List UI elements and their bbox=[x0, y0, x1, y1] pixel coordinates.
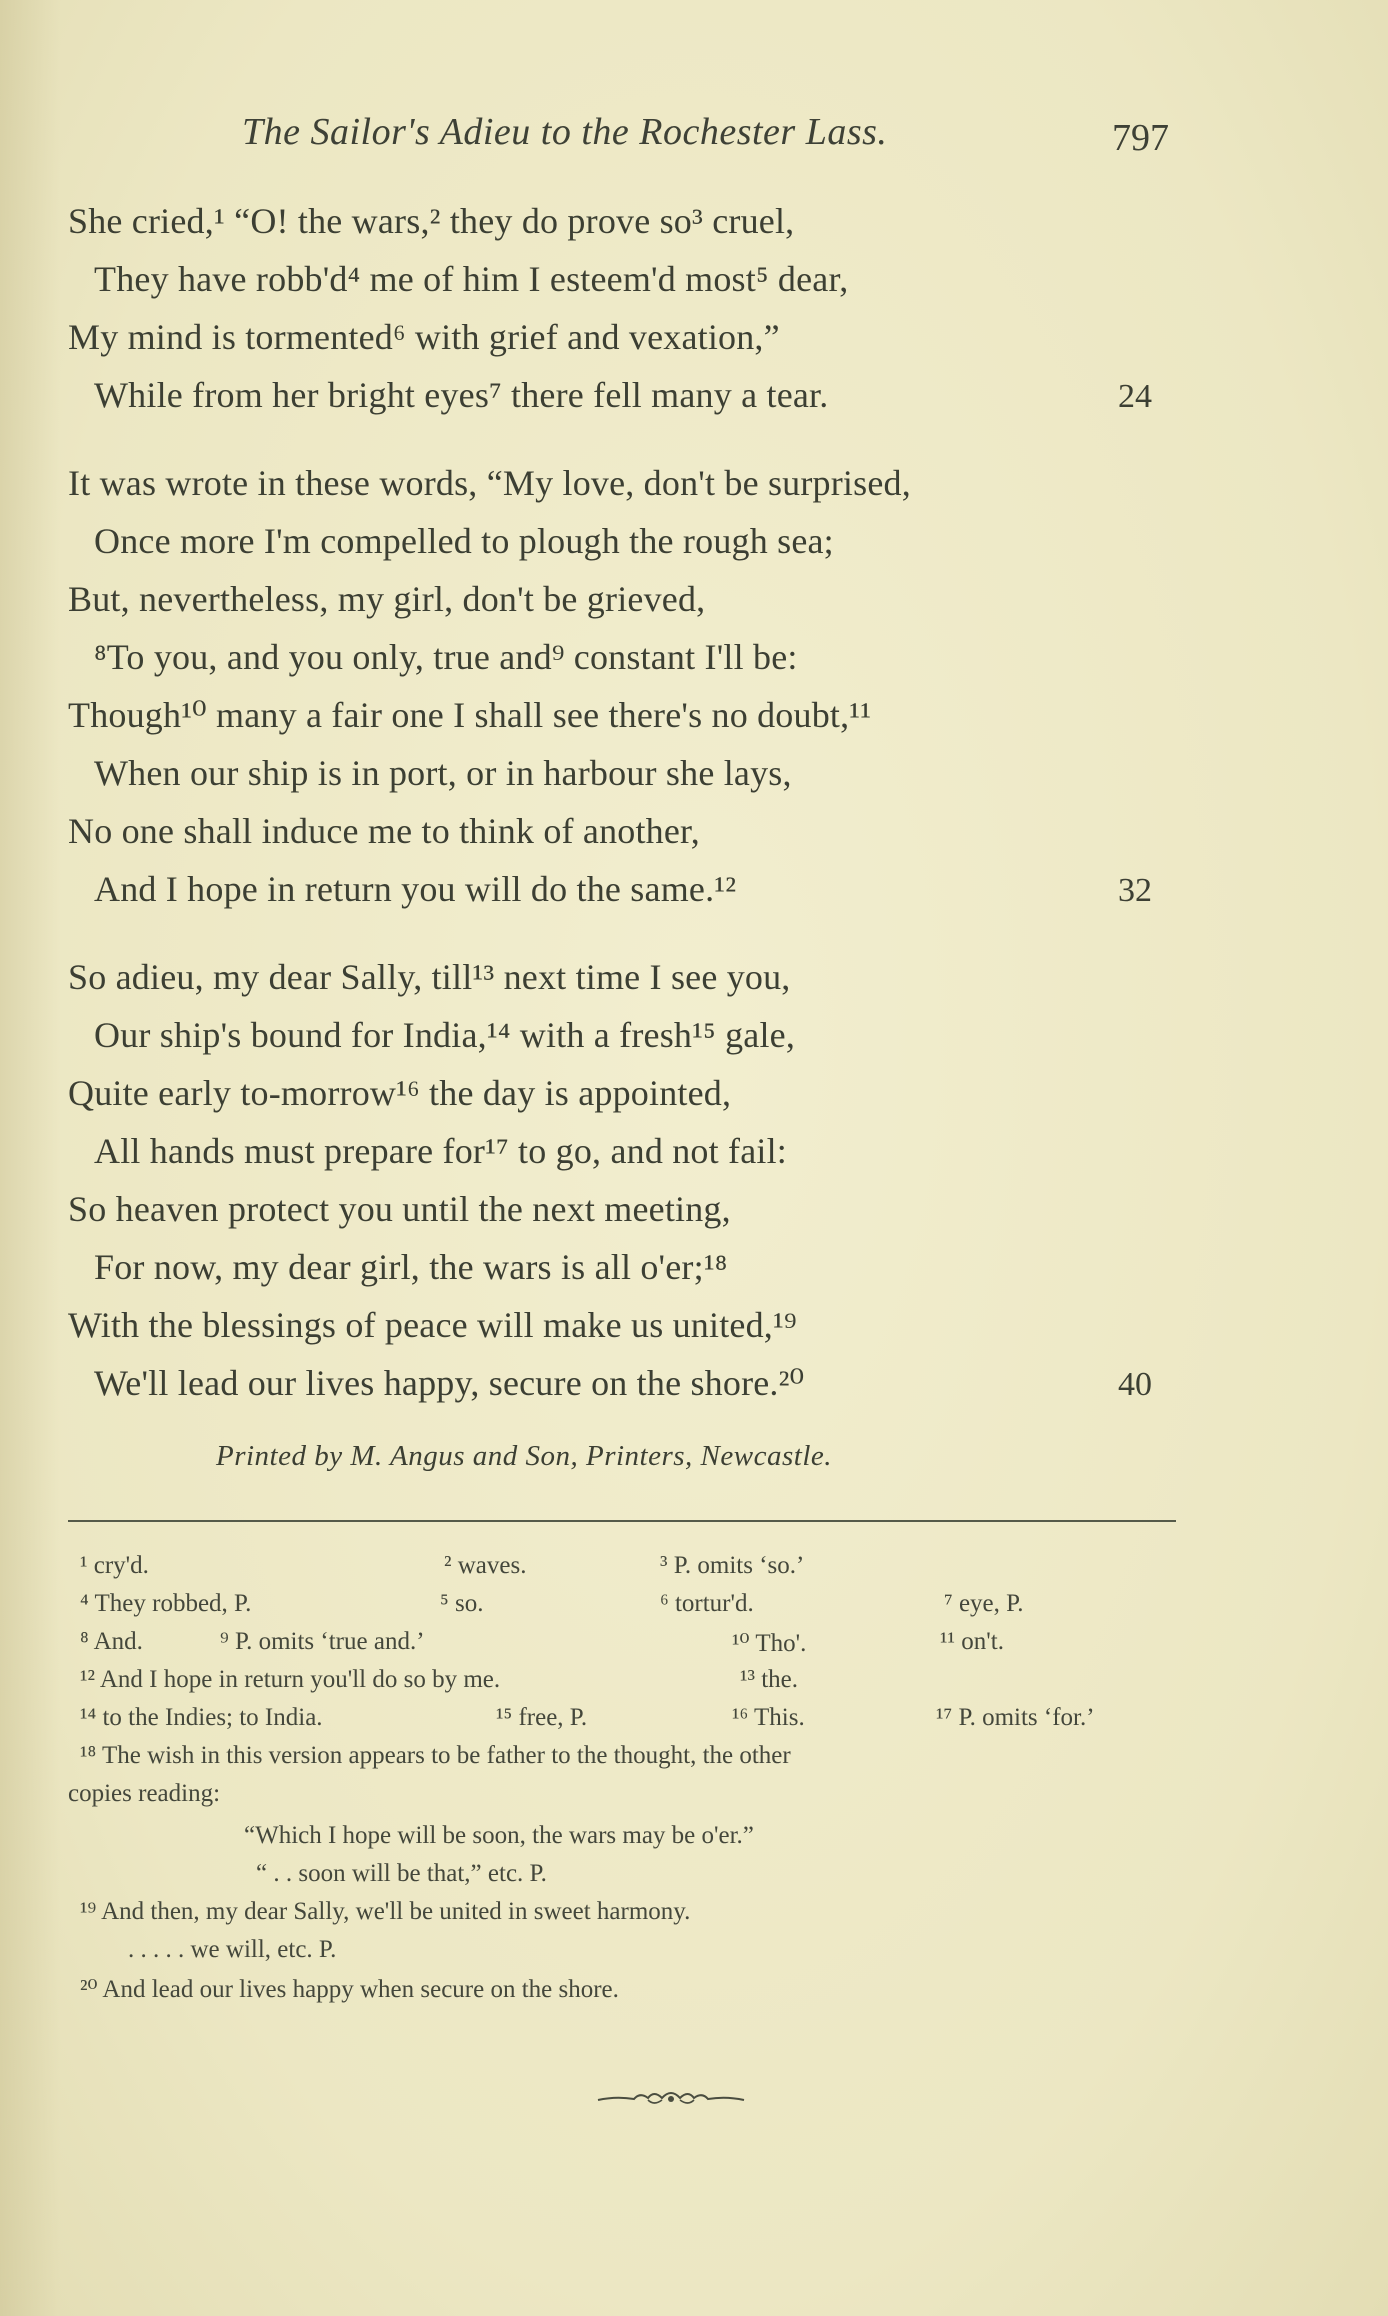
footnote: ¹⁸ The wish in this version appears to be father to the thought, the other bbox=[80, 1742, 791, 1769]
footnote: ⁸ And. bbox=[80, 1628, 143, 1655]
verse-line: She cried,¹ “O! the wars,² they do prove so³ cruel, bbox=[68, 201, 795, 241]
footnote: copies reading: bbox=[68, 1780, 221, 1807]
page-number: 797 bbox=[1112, 117, 1169, 159]
running-title: The Sailor's Adieu to the Rochester Lass. bbox=[242, 111, 888, 153]
footnote: ⁹ P. omits ‘true and.’ bbox=[220, 1628, 425, 1655]
footnote-quote: “Which I hope will be soon, the wars may be o'er.” bbox=[244, 1822, 754, 1849]
footnote: ¹⁴ to the Indies; to India. bbox=[80, 1704, 323, 1731]
footnote: . . . . . we will, etc. P. bbox=[128, 1936, 337, 1963]
footnote: ¹ cry'd. bbox=[80, 1552, 149, 1579]
verse-line: All hands must prepare for¹⁷ to go, and not fail: bbox=[94, 1131, 787, 1171]
verse-line: With the blessings of peace will make us united,¹⁹ bbox=[68, 1305, 797, 1345]
line-number: 32 bbox=[1118, 872, 1152, 909]
footnote: ¹⁹ And then, my dear Sally, we'll be united in sweet harmony. bbox=[80, 1898, 691, 1925]
footnote: ² waves. bbox=[444, 1552, 527, 1579]
footnote: ³ P. omits ‘so.’ bbox=[660, 1552, 805, 1579]
verse-line: Quite early to-morrow¹⁶ the day is appointed, bbox=[68, 1073, 732, 1113]
footnote-quote: “ . . soon will be that,” etc. P. bbox=[256, 1860, 547, 1887]
footnote: ⁴ They robbed, P. bbox=[80, 1590, 252, 1617]
footnote-rule bbox=[68, 1520, 1176, 1522]
verse-line: Though¹⁰ many a fair one I shall see there's no doubt,¹¹ bbox=[68, 695, 872, 735]
verse-line: My mind is tormented⁶ with grief and vexation,” bbox=[68, 317, 780, 357]
footnote: ¹⁰ Tho'. bbox=[732, 1630, 807, 1657]
page-header bbox=[0, 110, 1388, 166]
footnote: ¹³ the. bbox=[740, 1666, 799, 1693]
verse-line: And I hope in return you will do the same.¹² bbox=[94, 869, 737, 909]
footnote: ¹⁷ P. omits ‘for.’ bbox=[936, 1704, 1095, 1731]
verse-line: No one shall induce me to think of another, bbox=[68, 811, 701, 851]
verse-line: So adieu, my dear Sally, till¹³ next time I see you, bbox=[68, 957, 791, 997]
footnote: ¹⁵ free, P. bbox=[496, 1704, 588, 1731]
line-number: 24 bbox=[1118, 378, 1152, 415]
footnote: ¹² And I hope in return you'll do so by me. bbox=[80, 1666, 501, 1693]
footnote: ¹⁶ This. bbox=[732, 1704, 805, 1731]
decorative-ornament-icon bbox=[596, 2086, 746, 2110]
verse-line: But, nevertheless, my girl, don't be grieved, bbox=[68, 579, 706, 619]
verse-line: So heaven protect you until the next meeting, bbox=[68, 1189, 731, 1229]
verse-line: ⁸To you, and you only, true and⁹ constant I'll be: bbox=[94, 637, 798, 677]
verse-line: They have robb'd⁴ me of him I esteem'd most⁵ dear, bbox=[94, 259, 849, 299]
verse-line: When our ship is in port, or in harbour she lays, bbox=[94, 753, 792, 793]
verse-line: While from her bright eyes⁷ there fell many a tear. bbox=[94, 375, 829, 415]
footnote: ⁶ tortur'd. bbox=[660, 1590, 754, 1617]
page-gutter-shadow bbox=[0, 0, 60, 2316]
verse-line: We'll lead our lives happy, secure on the shore.²⁰ bbox=[94, 1363, 805, 1403]
footnote: ¹¹ on't. bbox=[940, 1628, 1004, 1655]
verse-line: Our ship's bound for India,¹⁴ with a fresh¹⁵ gale, bbox=[94, 1015, 796, 1055]
printer-imprint: Printed by M. Angus and Son, Printers, Newcastle. bbox=[216, 1440, 832, 1472]
footnote: ⁵ so. bbox=[440, 1590, 484, 1617]
line-number: 40 bbox=[1118, 1366, 1152, 1403]
verse-line: It was wrote in these words, “My love, don't be surprised, bbox=[68, 463, 911, 503]
verse-line: Once more I'm compelled to plough the rough sea; bbox=[94, 521, 834, 561]
verse-line: For now, my dear girl, the wars is all o'er;¹⁸ bbox=[94, 1247, 728, 1287]
footnote: ⁷ eye, P. bbox=[944, 1590, 1024, 1617]
footnote: ²⁰ And lead our lives happy when secure on the shore. bbox=[80, 1976, 619, 2003]
